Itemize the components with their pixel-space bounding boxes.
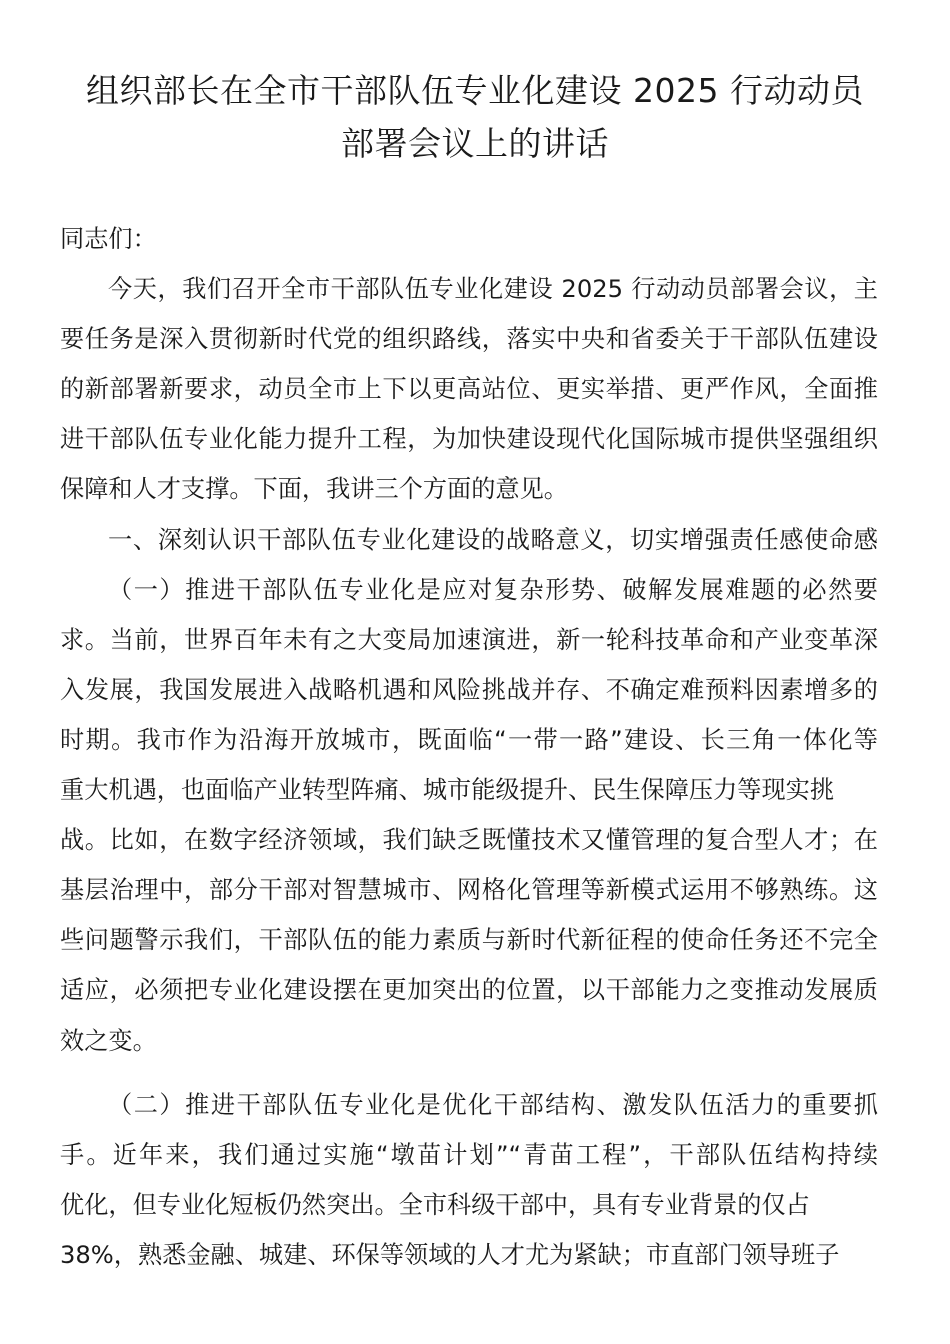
paragraph-line: 进干部队伍专业化能力提升工程，为加快建设现代化国际城市提供坚强组织 xyxy=(60,425,878,454)
paragraph-line: 求。当前，世界百年未有之大变局加速演进，新一轮科技革命和产业变革深 xyxy=(60,625,878,654)
title-line-1: 组织部长在全市干部队伍专业化建设 2025 行动动员 xyxy=(86,71,864,110)
paragraph-line: 手。近年来，我们通过实施“墩苗计划”“青苗工程”，干部队伍结构持续 xyxy=(60,1140,878,1169)
paragraph-line: （二）推进干部队伍专业化是优化干部结构、激发队伍活力的重要抓 xyxy=(108,1090,878,1119)
section-heading-1 xyxy=(60,515,878,565)
paragraph-line: （一）推进干部队伍专业化是应对复杂形势、破解发展难题的必然要 xyxy=(108,575,878,604)
paragraph-line: 效之变。 xyxy=(60,1026,157,1055)
paragraph-line: 些问题警示我们，干部队伍的能力素质与新时代新征程的使命任务还不完全 xyxy=(60,926,878,955)
paragraph-line: 重大机遇，也面临产业转型阵痛、城市能级提升、民生保障压力等现实挑 xyxy=(60,776,835,805)
paragraph-spacer xyxy=(60,1066,878,1080)
paragraph-line: 的新部署新要求，动员全市上下以更高站位、更实举措、更严作风，全面推 xyxy=(60,375,878,404)
section-heading-line: 一、深刻认识干部队伍专业化建设的战略意义，切实增强责任感使命感 xyxy=(108,525,878,554)
salutation: 同志们： xyxy=(60,225,157,253)
paragraph-line: 战。比如，在数字经济领域，我们缺乏既懂技术又懂管理的复合型人才；在 xyxy=(60,826,878,855)
paragraph-line: 保障和人才支撑。下面，我讲三个方面的意见。 xyxy=(60,475,568,504)
title-line-2: 部署会议上的讲话 xyxy=(341,124,609,163)
paragraph-line: 要任务是深入贯彻新时代党的组织路线，落实中央和省委关于干部队伍建设 xyxy=(60,325,878,354)
paragraph-line: 时期。我市作为沿海开放城市，既面临“一带一路”建设、长三角一体化等 xyxy=(60,725,878,754)
paragraph-line: 入发展，我国发展进入战略机遇和风险挑战并存、不确定难预料因素增多的 xyxy=(60,675,878,704)
paragraph-point-2 xyxy=(60,1080,878,1280)
paragraph-line: 优化，但专业化短板仍然突出。全市科级干部中，具有专业背景的仅占 xyxy=(60,1190,810,1219)
document-body xyxy=(60,214,878,1280)
paragraph-intro xyxy=(60,264,878,514)
paragraph-line: 适应，必须把专业化建设摆在更加突出的位置，以干部能力之变推动发展质 xyxy=(60,976,878,1005)
paragraph-line: 今天，我们召开全市干部队伍专业化建设 2025 行动动员部署会议，主 xyxy=(108,275,878,304)
document-title xyxy=(40,64,910,170)
paragraph-point-1 xyxy=(60,565,878,1066)
paragraph-line: 基层治理中，部分干部对智慧城市、网格化管理等新模式运用不够熟练。这 xyxy=(60,876,878,905)
paragraph-line: 38%，熟悉金融、城建、环保等领域的人才尤为紧缺；市直部门领导班子 xyxy=(60,1240,840,1269)
